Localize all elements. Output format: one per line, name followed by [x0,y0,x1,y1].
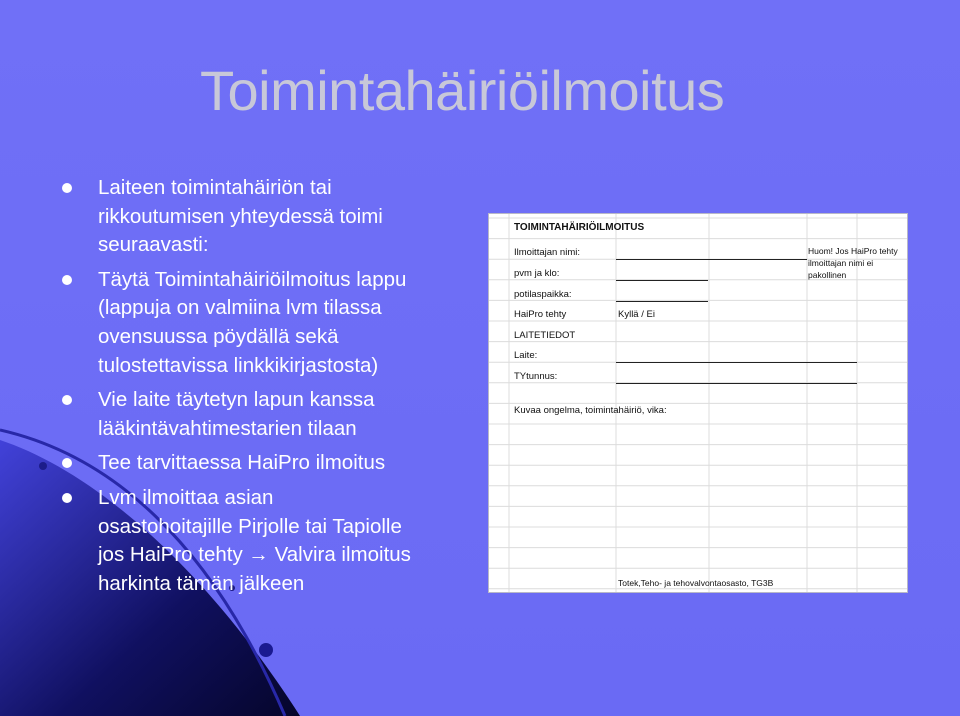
form-datetime-label: pvm ja klo: [514,268,560,279]
bullet-text: Vie laite täytetyn lapun kanssa lääkintävahtimestarien tilaan [98,388,375,440]
form-note-line: Huom! Jos HaiPro tehty [808,246,898,256]
bullet-dot-icon [62,275,72,285]
swoosh-dot [259,643,273,657]
bullet-text: Laiteen toimintahäiriön tai rikkoutumisen yhteydessä toimi seuraavasti: [98,176,383,257]
bullet-text: Täytä Toimintahäiriöilmoitus lappu (lappuja on valmiina lvm tilassa ovensuussa pöydällä sekä tulostettavissa linkkikirjastosta) [98,267,407,377]
form-screenshot-image [488,213,908,593]
form-id-label: TYtunnus: [514,371,558,382]
bullet-dot-icon [62,493,72,503]
form-reporter-label: Ilmoittajan nimi: [514,247,580,258]
swoosh-dot [39,462,47,470]
form-patient-location-label: potilaspaikka: [514,289,572,300]
bullet-list [62,174,482,604]
bullet-dot-icon [62,458,72,468]
form-haipro-options: Kyllä / Ei [618,309,655,320]
bullet-item [62,484,482,598]
slide-title: Toimintahäiriöilmoitus [200,59,725,122]
form-underline [616,383,857,384]
form-device-label: Laite: [514,350,538,361]
form-footer: Totek,Teho- ja tehovalvontaosasto, TG3B [618,578,774,588]
form-underline [616,259,807,260]
bullet-item [62,174,482,260]
bullet-dot-icon [62,183,72,193]
form-underline [616,301,708,302]
form-device-info-label: LAITETIEDOT [514,330,576,341]
bullet-text: Lvm ilmoittaa asian osastohoitajille Pirjolle tai Tapiolle jos HaiPro tehty → Valvira ilmoitus harkinta tämän jälkeen [98,485,411,595]
bullet-item [62,449,482,478]
form-describe-label: Kuvaa ongelma, toimintahäiriö, vika: [514,405,667,416]
bullet-item [62,386,482,443]
bullet-item [62,266,482,380]
bullet-dot-icon [62,395,72,405]
form-underline [616,280,708,281]
bullet-text: Tee tarvittaessa HaiPro ilmoitus [98,451,386,475]
form-underline [616,362,857,363]
form-note-line: ilmoittajan nimi ei [808,258,874,268]
form-haipro-label: HaiPro tehty [514,309,567,320]
form-note-line: pakollinen [808,270,847,280]
form-title: TOIMINTAHÄIRIÖILMOITUS [514,222,645,233]
